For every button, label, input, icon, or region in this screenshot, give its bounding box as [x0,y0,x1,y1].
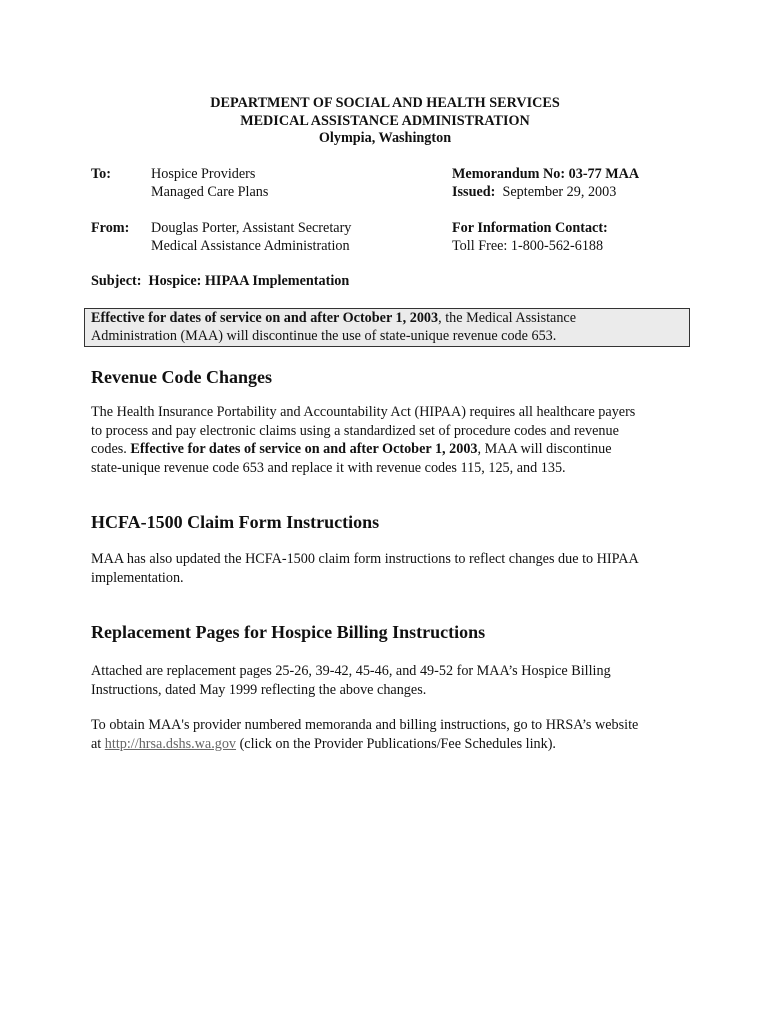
recipient-2: Managed Care Plans [151,184,269,200]
notice-line-2: Administration (MAA) will discontinue the use of state-unique revenue code 653. [91,327,557,344]
sender-name: Douglas Porter, Assistant Secretary [151,220,352,236]
to-label: To: [91,166,111,182]
contact-info [452,219,608,255]
hcfa-heading: HCFA-1500 Claim Form Instructions [91,512,380,532]
replacement-heading: Replacement Pages for Hospice Billing Instructions [91,622,486,642]
memo-issued: Issued: September 29, 2003 [452,184,617,200]
from-sender [151,219,351,255]
memo-number: Memorandum No: 03-77 MAA [452,166,640,182]
hcfa-paragraph: MAA has also updated the HCFA-1500 claim form instructions to reflect changes due to HIPAA implementation. [91,551,639,586]
hrsa-website-link[interactable]: http://hrsa.dshs.wa.gov [104,735,237,752]
letterhead [0,95,770,148]
subject-line: Subject: Hospice: HIPAA Implementation [91,273,350,289]
revenue-heading: Revenue Code Changes [91,367,273,387]
contact-phone: Toll Free: 1-800-562-6188 [452,238,604,254]
contact-label: For Information Contact: [452,220,608,236]
administration-name: MEDICAL ASSISTANCE ADMINISTRATION [240,112,530,129]
location: Olympia, Washington [318,130,452,146]
from-label: From: [91,220,130,236]
revenue-paragraph: The Health Insurance Portability and Accountability Act (HIPAA) requires all healthcare payers to process and pay electronic claims using a standardized set of procedure codes and revenue codes. Effective for dates of service on and after October 1, 2003, MAA will discontinue state-unique revenue code 653 and replace it with revenue codes 115, 125, and 135. [91,404,636,476]
notice-line-1: Effective for dates of service on and after October 1, 2003, the Medical Assistance [91,310,577,326]
replacement-paragraph-1: Attached are replacement pages 25-26, 39-42, 45-46, and 49-52 for MAA’s Hospice Billing Instructions, dated May 1999 reflecting the above changes. [91,663,611,698]
to-recipients [151,165,268,201]
sender-office: Medical Assistance Administration [151,238,350,254]
recipient-1: Hospice Providers [151,166,256,182]
memo-info [452,165,639,201]
replacement-paragraph-2: To obtain MAA's provider numbered memoranda and billing instructions, go to HRSA’s website at http://hrsa.dshs.wa.gov (click on the Provider Publications/Fee Schedules link). [91,717,639,752]
department-name: DEPARTMENT OF SOCIAL AND HEALTH SERVICES [210,95,560,111]
notice-box [84,308,690,347]
